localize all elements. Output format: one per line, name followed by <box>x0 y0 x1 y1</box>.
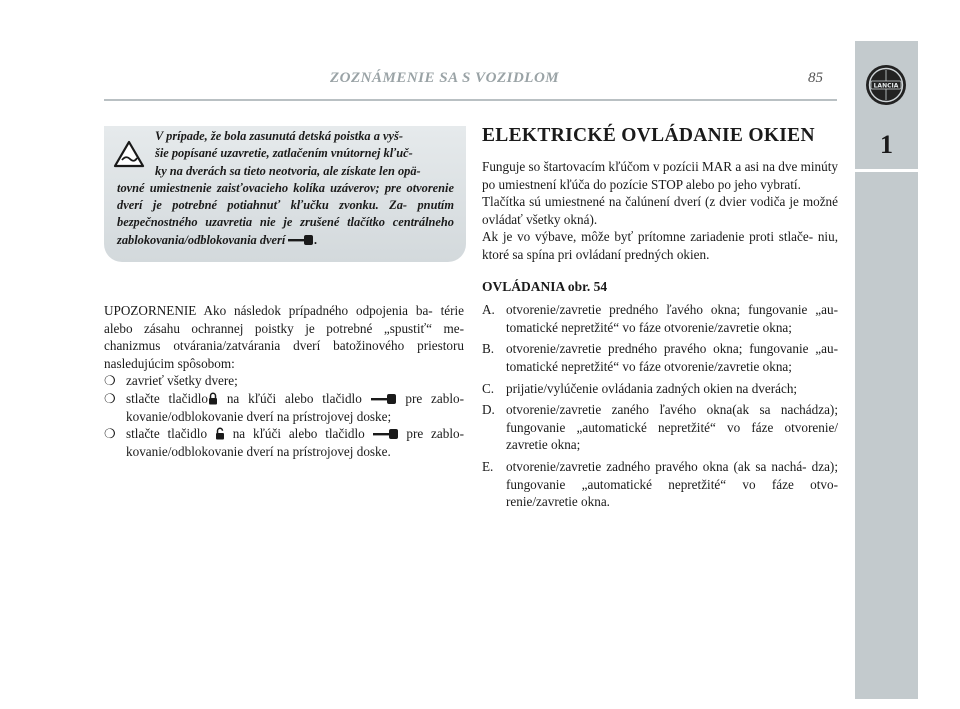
list-item <box>482 301 838 336</box>
bullet-mark: ❍ <box>104 373 116 389</box>
list-item <box>482 340 838 375</box>
procedure-list <box>104 372 464 460</box>
list-item-text: stlačte tlačidlo <box>126 390 209 406</box>
list-item <box>482 458 838 511</box>
chapter-rule <box>855 169 918 172</box>
list-item-text: pre zablo- kovanie/odblokovanie dverí na prístrojovej doske. <box>126 426 464 459</box>
padlock-open-icon <box>215 427 225 440</box>
item-text: otvorenie/zavretie zaného ľavého okna(ak sa nachádza); fungovanie „automatické nepretžité“ vo fáze otvorenie/ zavretie okna; <box>506 402 838 453</box>
item-letter: A. <box>482 302 495 318</box>
section-title: ELEKTRICKÉ OVLÁDANIE OKIEN <box>482 125 815 146</box>
item-text: prijatie/vylúčenie ovládania zadných okien na dverách; <box>506 380 798 396</box>
list-item-text: stlačte tlačidlo <box>126 426 215 442</box>
list-item-text: na kľúči alebo tlačidlo <box>218 390 371 406</box>
list-item <box>104 425 464 460</box>
header-title: ZOZNÁMENIE SA S VOZIDLOM <box>330 70 560 86</box>
warning-end: . <box>314 232 318 247</box>
list-item-text: pre zablo- kovanie/odblokovanie dverí na prístrojovej doske; <box>126 390 464 424</box>
bullet-mark: ❍ <box>104 426 116 442</box>
warning-line-3: ky na dverách sa tieto neotvoria, ale získate len opä- <box>155 163 421 178</box>
lancia-logo-icon <box>865 64 907 106</box>
item-text: otvorenie/zavretie predného ľavého okna; fungovanie „au- tomatické nepretžité“ vo fáze otvorenie/zavretie okna; <box>506 302 838 335</box>
item-text: otvorenie/zavretie predného pravého okna; fungovanie „au- tomatické nepretžité“ vo fáze otvorenie/zavretie okna; <box>506 341 838 374</box>
warning-line-4: tovné umiestnenie zaisťovacieho kolíka uzáverov; pre otvorenie dverí je potrebné potiahnuť kľučku zvonku. Za- pnutím bezpečnostného uzavretia nie je zrušené tlačítko centrálneho zablokovania/odblokovania dverí <box>117 180 454 247</box>
list-item <box>104 372 464 390</box>
paragraph: Ak je vo výbave, môže byť prítomne zariadenie proti stlače- niu, ktoré sa spína pri ovládaní predných okien. <box>482 229 838 262</box>
list-item <box>104 390 464 425</box>
list-item <box>482 401 838 454</box>
battery-note: UPOZORNENIE Ako následok prípadného odpojenia ba- térie alebo zásahu ochrannej poistky je potrebné „spustiť“ me- chanizmus otvárania/zatvárania dverí batožinového priestoru nasledujúcim spôsobom: <box>104 303 464 371</box>
page-number: 85 <box>808 70 823 86</box>
controls-list <box>482 301 838 511</box>
controls-subtitle: OVLÁDANIA obr. 54 <box>482 278 608 294</box>
central-lock-icon <box>288 234 314 246</box>
paragraph: Tlačítka sú umiestnené na čalúnení dverí (z dvier vodiča je možné ovládať všetky okná). <box>482 194 838 227</box>
right-column <box>482 124 838 515</box>
svg-text:LANCIA: LANCIA <box>873 82 899 90</box>
central-lock-icon <box>371 393 397 405</box>
chapter-number: 1 <box>880 130 893 159</box>
header-rule <box>104 99 837 101</box>
left-column <box>104 302 464 460</box>
list-item <box>482 380 838 398</box>
warning-line-2: šie popísané uzavretie, zatlačením vnútornej kľuč- <box>155 146 413 161</box>
item-text: otvorenie/zavretie zadného pravého okna (ak sa nachá- dza); fungovanie „automatické nepretžité“ vo fáze otvo- renie/zavretie okna. <box>506 458 838 510</box>
list-item-text: zavrieť všetky dvere; <box>126 373 238 389</box>
padlock-icon <box>208 392 218 405</box>
warning-line-1: V prípade, že bola zasunutá detská poistka a vyš- <box>155 129 403 143</box>
item-letter: B. <box>482 341 495 357</box>
item-letter: E. <box>482 458 494 474</box>
warning-text <box>117 128 454 249</box>
item-letter: D. <box>482 402 495 418</box>
list-item-text: na kľúči alebo tlačidlo <box>224 426 373 442</box>
item-letter: C. <box>482 380 495 396</box>
bullet-mark: ❍ <box>104 390 116 406</box>
paragraph: Funguje so štartovacím kľúčom v pozícii MAR a asi na dve minúty po umiestnení kľúča do pozície STOP alebo po jeho vybratí. <box>482 159 838 192</box>
central-lock-icon <box>373 428 399 440</box>
